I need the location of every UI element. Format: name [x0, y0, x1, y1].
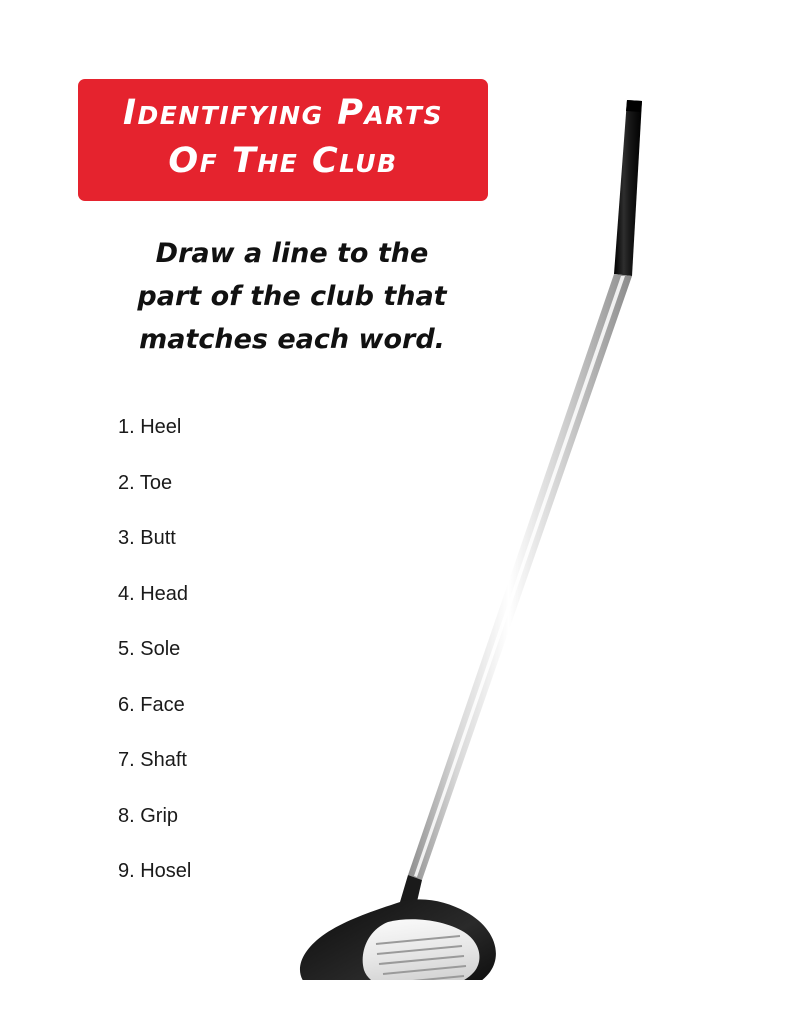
- instruction-line-1: Draw a line to the: [155, 238, 429, 269]
- page-title-line-1: Identifying Parts: [123, 93, 443, 133]
- list-item: 6. Face: [118, 693, 185, 716]
- list-item: 9. Hosel: [118, 860, 192, 882]
- club-grip-icon: [614, 100, 642, 276]
- list-item: 8. Grip: [118, 804, 179, 827]
- list-item: 5. Sole: [118, 638, 181, 660]
- golf-club-illustration: [280, 80, 700, 980]
- instruction-line-2: part of the club that: [137, 281, 447, 312]
- instruction-line-3: matches each word.: [139, 324, 445, 355]
- page-title-line-2: Of The Club: [168, 141, 398, 181]
- list-item: 7. Shaft: [118, 749, 187, 771]
- list-item: 2. Toe: [118, 471, 173, 494]
- list-item: 1. Heel: [118, 416, 182, 438]
- list-item: 4. Head: [118, 582, 189, 605]
- club-head-icon: [300, 899, 496, 980]
- list-item: 3. Butt: [118, 527, 176, 549]
- club-shaft-icon: [408, 274, 632, 880]
